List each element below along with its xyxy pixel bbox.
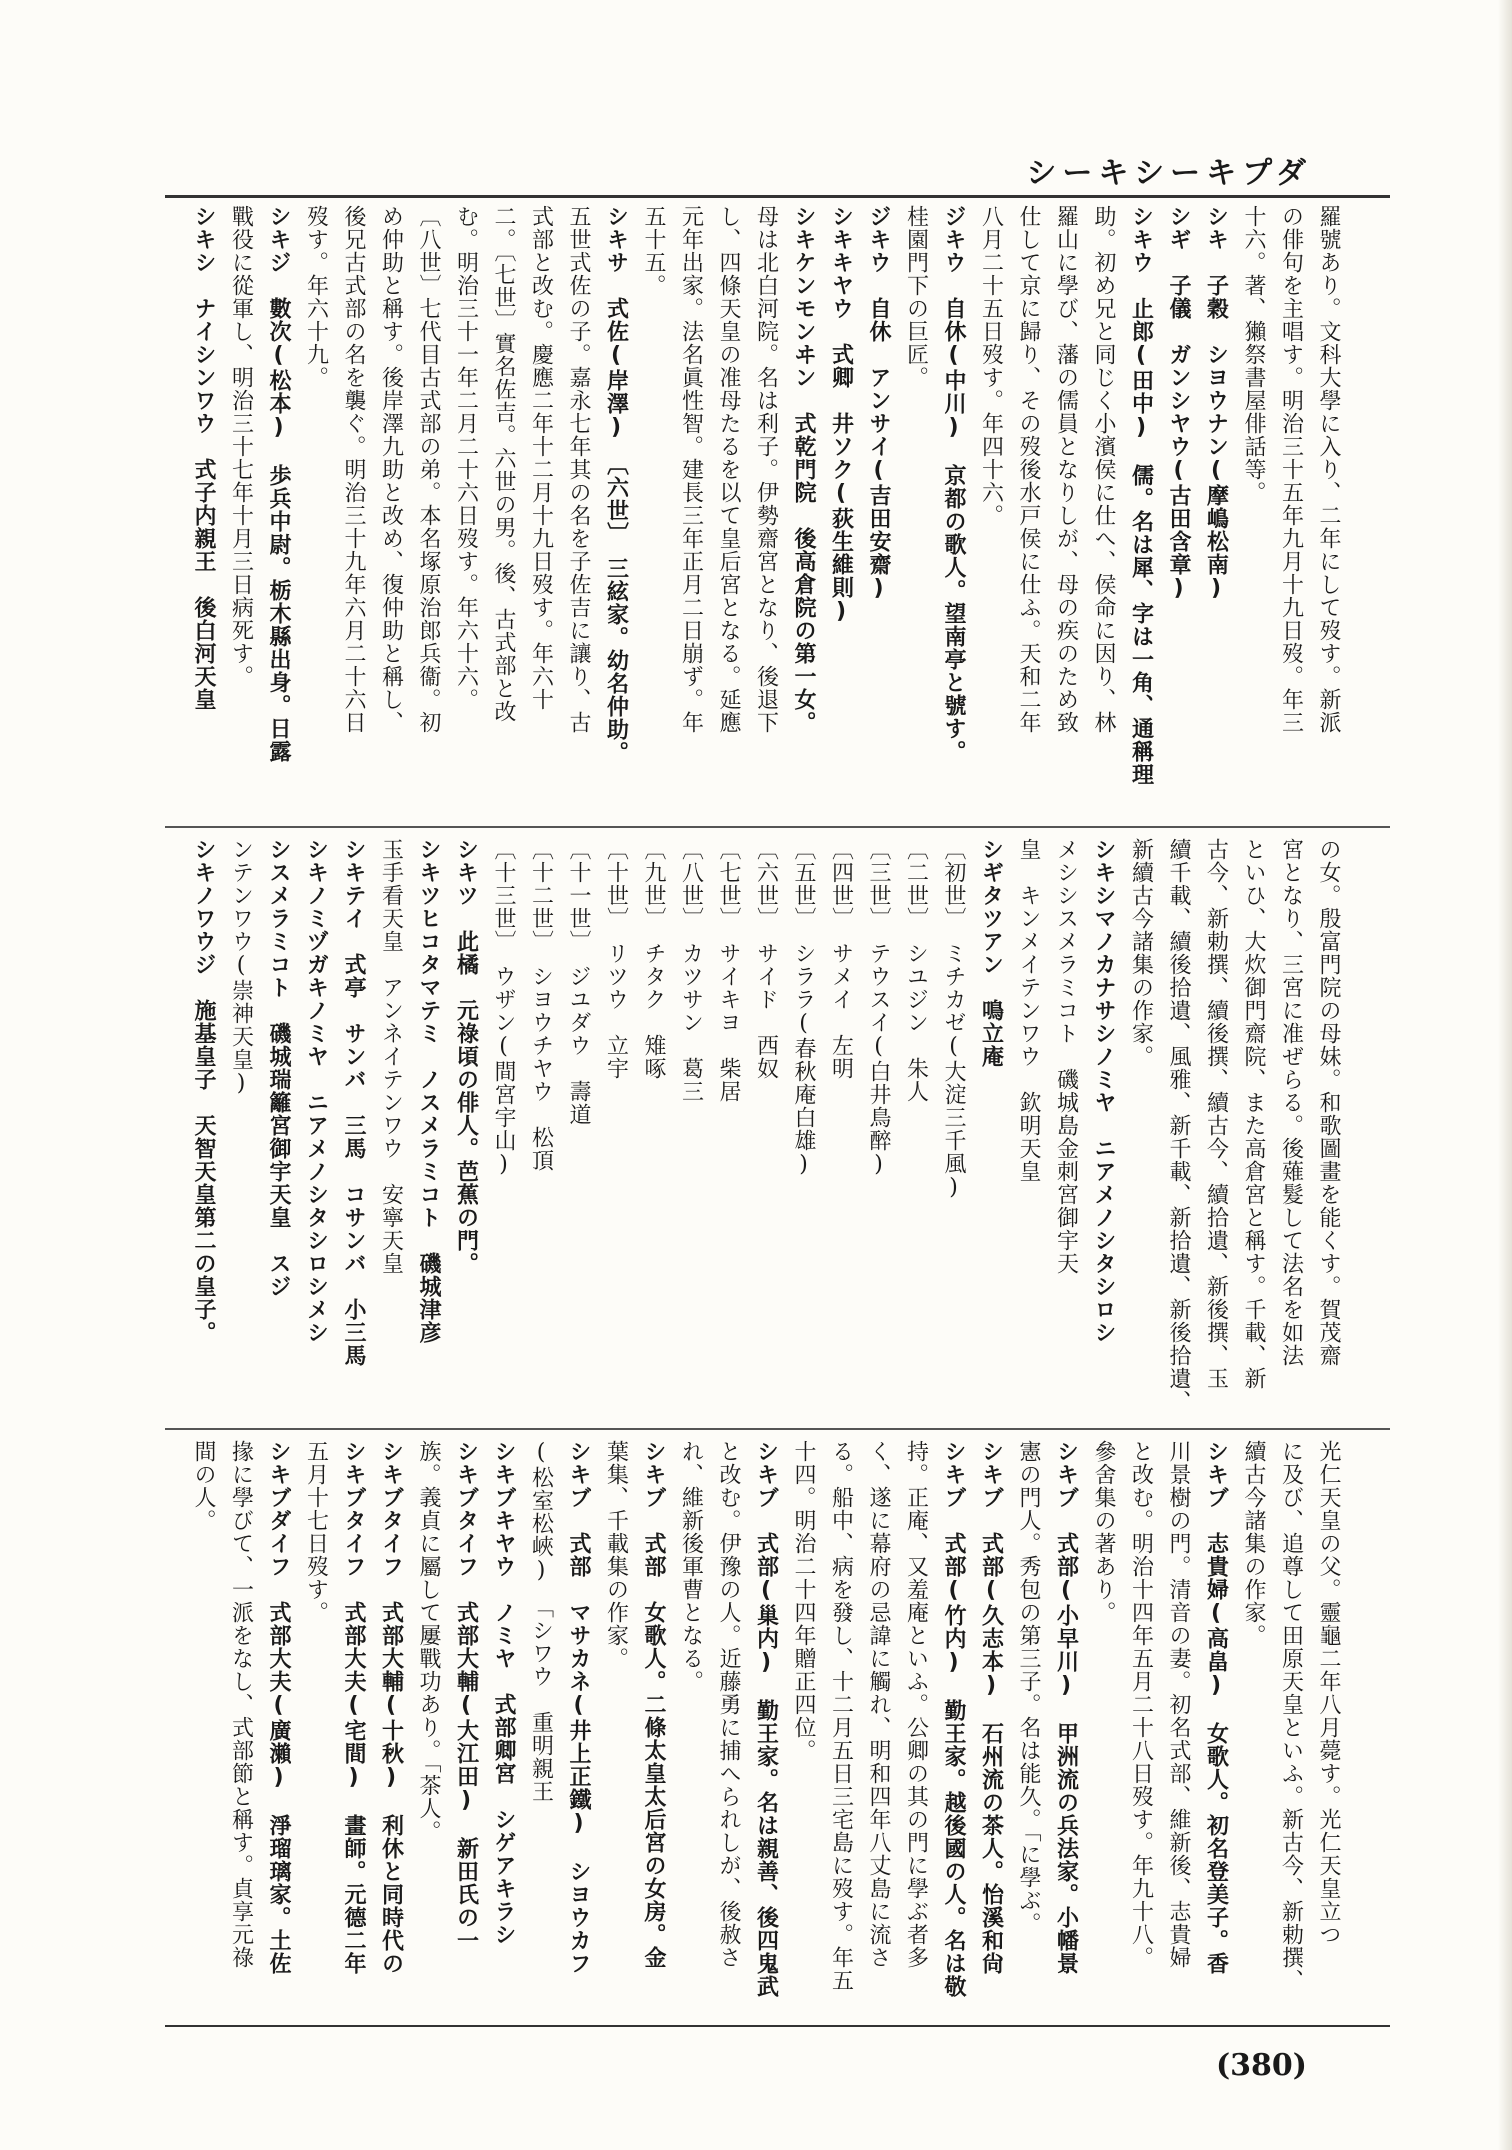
band-divider-1 [165, 826, 1390, 828]
text-column: シキノワウジ 施基皇子 天智天皇第二の皇子。 [191, 838, 216, 1344]
text-column: れ、維新後軍曹となる。 [678, 1440, 704, 1693]
text-column: に及び、追尊して田原天皇といふ。新古今、新勅撰、 [1278, 1440, 1304, 1992]
text-column: シキツ 此橘 元祿頃の俳人。芭蕉の門。 [453, 838, 479, 1275]
text-column: シキブタイフ 式部大輔(大江田) 新田氏の一 [453, 1440, 479, 1952]
text-column: む。明治三十一年二月二十六日歿す。年六十六。 [453, 205, 479, 711]
text-column: 桂園門下の巨匠。 [903, 205, 929, 389]
text-column: 〔四世〕 サメイ 左明 [828, 838, 854, 1080]
text-column: シキシマノカナサシノミヤ ニアメノシタシロシ [1091, 838, 1116, 1344]
text-column: 二。〔七世〕實名佐吉。六世の男。後、古式部と改 [491, 205, 516, 723]
text-column: 持。正庵、又羞庵といふ。公卿の其の門に學ぶ者多 [903, 1440, 929, 1969]
text-column: 〔八世〕七代目古式部の弟。本名塚原治郎兵衞。初 [416, 205, 441, 734]
text-column: ジキウ 自休(中川) 京都の歌人。望南亭と號す。 [941, 205, 966, 763]
text-column: シキシ ナイシンワウ 式子内親王 後白河天皇 [191, 205, 216, 711]
text-column: シキブ 式部(竹内) 勤王家。越後國の人。名は敬 [941, 1440, 966, 1998]
text-column: し、四條天皇の准母たるを以て皇后宮となる。延應 [716, 205, 741, 734]
text-column: シキブ 式部(巢内) 勤王家。名は親善、後四鬼武 [753, 1440, 779, 1998]
text-column: シキキヤウ 式卿 井ソク(荻生維則) [828, 205, 854, 625]
text-column: 歿す。年六十九。 [303, 205, 329, 389]
text-column: 間の人。 [191, 1440, 216, 1532]
text-column: 宮となり、三宮に准ぜらる。後薙髮して法名を如法 [1278, 838, 1304, 1367]
text-column: 仕して京に歸り、その歿後水戸侯に仕ふ。天和二年 [1016, 205, 1041, 734]
text-column: 〔十二世〕 シヨウチヤウ 松頂 [528, 838, 554, 1172]
text-column: く、遂に幕府の忌諱に觸れ、明和四年八丈島に流さ [866, 1440, 891, 1969]
scan-edge [1498, 0, 1512, 2150]
text-column: シキブ 式部 マサカネ(井上正鐵) シヨウカフ [566, 1440, 591, 1975]
text-column: の俳句を主唱す。明治三十五年九月十九日歿。年三 [1278, 205, 1304, 734]
text-column: ンテンワウ(崇神天皇) [228, 838, 254, 1097]
page-number: (380) [1215, 2048, 1307, 2083]
text-column: 五世式佐の子。嘉永七年其の名を子佐吉に讓り、古 [566, 205, 591, 734]
text-column: 光仁天皇の父。靈龜二年八月薨す。光仁天皇立つ [1316, 1440, 1341, 1946]
text-column: 新續古今諸集の作家。 [1128, 838, 1154, 1068]
text-column: 後兄古式部の名を襲ぐ。明治三十九年六月二十六日 [341, 205, 366, 734]
text-column: 〔五世〕 シララ(春秋庵白雄) [791, 838, 816, 1178]
text-column: といひ、大炊御門齋院、また高倉宮と稱す。千載、新 [1241, 838, 1266, 1390]
text-column: シキジ 數次(松本) 歩兵中尉。栃木縣出身。日露 [266, 205, 291, 763]
text-column: 〔初世〕 ミチカゼ(大淀三千風) [941, 838, 966, 1201]
text-column: シギ 子儀 ガンシヤウ(古田含章) [1166, 205, 1191, 602]
text-column: 五十五。 [641, 205, 666, 297]
text-column: シキケンモンヰン 式乾門院 後高倉院の第一女。 [791, 205, 816, 734]
text-column: 〔七世〕 サイキヨ 柴居 [716, 838, 741, 1103]
text-column: 〔八世〕 カツサン 葛三 [678, 838, 704, 1103]
text-column: シキブ 式部 女歌人。二條太皇太后宮の女房。金 [641, 1440, 666, 1969]
text-column: 族。義貞に屬して屢戰功あり。「茶人。 [416, 1440, 441, 1843]
text-column: 母は北白河院。名は利子。伊勢齋宮となり、後退下 [753, 205, 779, 734]
text-column: 玉手看天皇 アンネイテンワウ 安寧天皇 [378, 838, 404, 1275]
running-head: シーキシーキプダ [1026, 156, 1312, 191]
text-column: 〔六世〕 サイド 西奴 [753, 838, 779, 1080]
text-column: 皇 キンメイテンワウ 欽明天皇 [1016, 838, 1041, 1183]
text-column: 〔十三世〕 ウザン(間宮宇山) [491, 838, 516, 1178]
text-column: 羅山に學び、藩の儒員となりしが、母の疾のため致 [1053, 205, 1079, 734]
band-1 [165, 205, 1347, 817]
text-column: シキウ 止郎(田中) 儒。名は犀、字は一角、通稱理 [1128, 205, 1154, 786]
text-column: 式部と改む。慶應二年十二月十九日歿す。年六十 [528, 205, 554, 711]
text-column: 助。初め兄と同じく小濱侯に仕へ、侯命に因り、林 [1091, 205, 1116, 734]
text-column: シスメラミコト 磯城瑞籬宮御宇天皇 スジ [266, 838, 291, 1298]
text-column: シキブタイフ 式部大夫(宅間) 畫師。元德二年 [341, 1440, 366, 1975]
text-column: シキノミヅガキノミヤ ニアメノシタシロシメシ [303, 838, 329, 1344]
text-column: の女。殷富門院の母妹。和歌圖畫を能くす。賀茂齋 [1316, 838, 1341, 1367]
text-column: 續古今諸集の作家。 [1241, 1440, 1266, 1647]
text-column: る。船中、病を發し、十二月五日三宅島に歿す。年五 [828, 1440, 854, 1992]
text-column: 五月十七日歿す。 [303, 1440, 329, 1624]
band-divider-2 [165, 1428, 1390, 1430]
text-column: め仲助と稱す。後岸澤九助と改め、復仲助と稱し、 [378, 205, 404, 734]
text-column: 十四。明治二十四年贈正四位。 [791, 1440, 816, 1762]
text-column: 參舍集の著あり。 [1091, 1440, 1116, 1624]
text-column: シキサ 式佐(岸澤) 〔六世〕 三絃家。幼名仲助。 [603, 205, 629, 764]
text-column: (松室松峽) 「シワウ 重明親王 [528, 1440, 554, 1803]
text-column: シキツヒコタマテミ ノスメラミコト 磯城津彦 [416, 838, 441, 1344]
text-column: 〔九世〕 チタク 雉啄 [641, 838, 666, 1080]
text-column: 元年出家。法名眞性智。建長三年正月二日崩ず。年 [678, 205, 704, 734]
text-column: シキブ 式部(小早川) 甲洲流の兵法家。小幡景 [1053, 1440, 1079, 1975]
text-column: 戰役に從軍し、明治三十七年十月三日病死す。 [228, 205, 254, 688]
text-column: 〔十一世〕 ジユダウ 壽道 [566, 838, 591, 1126]
text-column: シキ 子穀 シヨウナン(摩嶋松南) [1203, 205, 1229, 602]
text-column: 羅號あり。文科大學に入り、二年にして歿す。新派 [1316, 205, 1341, 734]
band-3 [165, 1440, 1347, 2015]
text-column: シキブキヤウ ノミヤ 式部卿宮 シゲアキラシ [491, 1440, 516, 1946]
text-column: 〔十世〕 リツウ 立宇 [603, 838, 629, 1080]
text-column: シキブダイフ 式部大夫(廣瀨) 淨瑠璃家。土佐 [266, 1440, 291, 1975]
text-column: シキブ 志貴婦(高畠) 女歌人。初名登美子。香 [1203, 1440, 1229, 1975]
text-column: 古今、新勅撰、續後撰、續古今、續拾遺、新後撰、玉 [1203, 838, 1229, 1390]
top-rule [165, 195, 1390, 198]
text-column: 〔三世〕 テウスイ(白井鳥醉) [866, 838, 891, 1178]
text-column: 葉集、千載集の作家。 [603, 1440, 629, 1670]
text-column: ジキウ 自休 アンサイ(吉田安齋) [866, 205, 891, 602]
text-column: 十六。著、獺祭書屋俳話等。 [1241, 205, 1266, 504]
text-column: と改む。明治十四年五月二十八日歿す。年九十八。 [1128, 1440, 1154, 1969]
bottom-rule [165, 2025, 1390, 2027]
band-2 [165, 838, 1347, 1418]
text-column: 憲の門人。秀包の第三子。名は能久。「に學ぶ。 [1016, 1440, 1041, 1935]
text-column: 掾に學びて、一派をなし、式部節と稱す。貞享元祿 [228, 1440, 254, 1969]
text-column: シキブ 式部(久志本) 石州流の茶人。怡溪和尙 [978, 1440, 1004, 1975]
text-column: と改む。伊豫の人。近藤勇に捕へられしが、後赦さ [716, 1440, 741, 1969]
text-column: シキテイ 式亭 サンバ 三馬 コサンバ 小三馬 [341, 838, 366, 1367]
text-column: 八月二十五日歿す。年四十六。 [978, 205, 1004, 527]
text-column: 川景樹の門。清音の妻。初名式部、維新後、志貴婦 [1166, 1440, 1191, 1969]
text-column: メシシスメラミコト 磯城島金刺宮御宇天 [1053, 838, 1079, 1275]
text-column: 〔二世〕 シユジン 朱人 [903, 838, 929, 1103]
text-column: シギタツアン 鳴立庵 [978, 838, 1004, 1068]
text-column: 續千載、續後拾遺、風雅、新千載、新拾遺、新後拾遺、 [1166, 838, 1191, 1413]
text-column: シキブタイフ 式部大輔(十秋) 利休と同時代の [378, 1440, 404, 1975]
